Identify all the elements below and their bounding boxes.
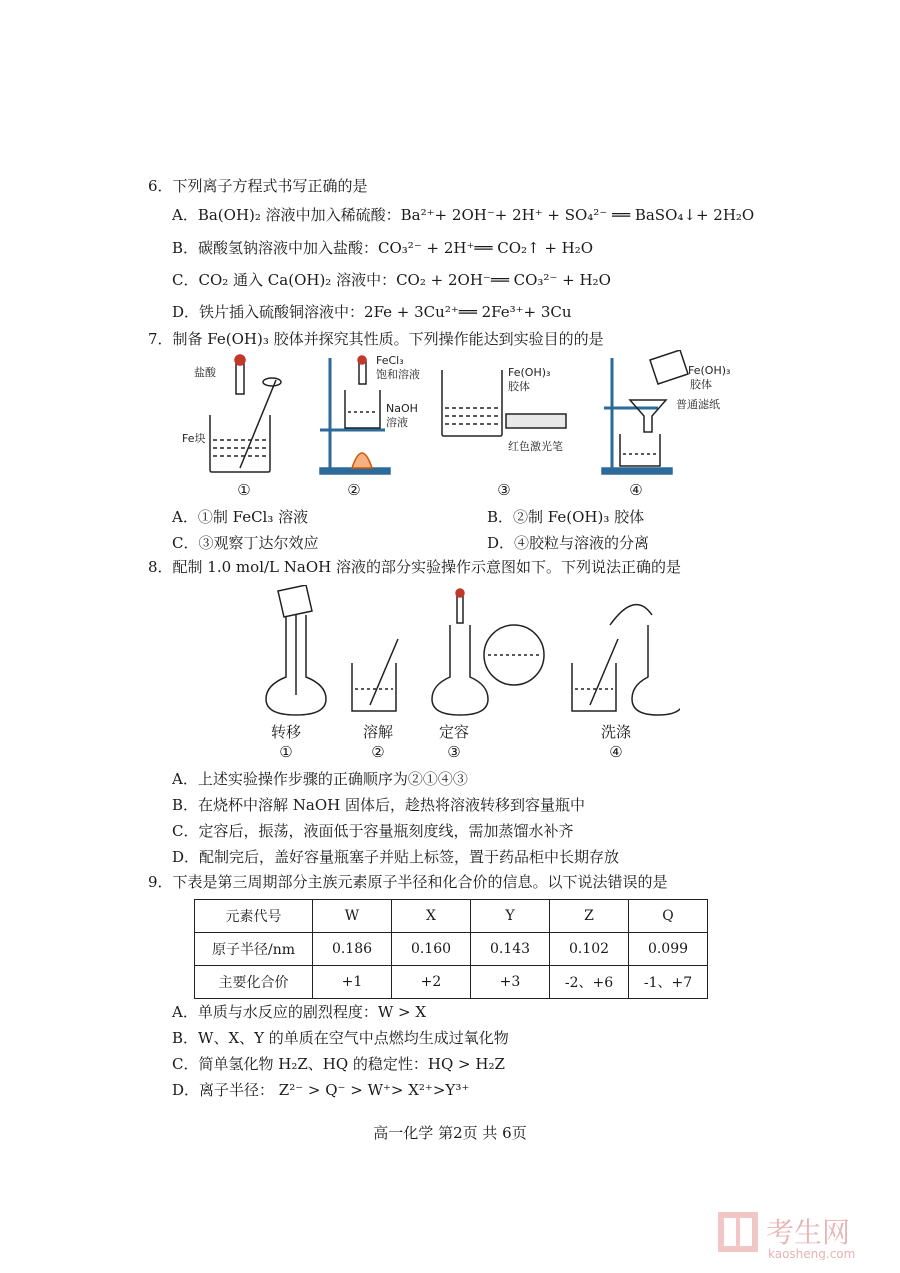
q7-label-colloid-4: 胶体: [690, 378, 712, 391]
table-cell: +2: [392, 966, 471, 999]
table-cell: -2、+6: [550, 966, 629, 999]
q6-option-d: D．铁片插入硫酸铜溶液中：2Fe + 3Cu²⁺══ 2Fe³⁺+ 3Cu: [172, 303, 572, 321]
q8-step-2: 溶解: [362, 723, 393, 741]
q7-label-colloid: 胶体: [508, 380, 530, 393]
q7-caption-3: ③: [497, 481, 511, 499]
q7-label-feoh3-4: Fe(OH)₃: [688, 364, 731, 377]
q8-diagrams: [260, 585, 680, 720]
q7-label-hcl: 盐酸: [194, 366, 216, 379]
q9-option-c: C．简单氢化物 H₂Z、HQ 的稳定性：HQ > H₂Z: [172, 1055, 505, 1073]
table-cell: -1、+7: [629, 966, 708, 999]
watermark-logo-icon: [716, 1208, 886, 1260]
q7-apparatus-1: [182, 355, 281, 472]
table-cell: 0.143: [471, 933, 550, 966]
table-cell: W: [313, 900, 392, 933]
q8-num-3: ③: [447, 743, 461, 761]
q8-step-1: 转移: [270, 723, 301, 741]
q9-option-d: D．离子半径： Z²⁻ > Q⁻ > W⁺> X²⁺>Y³⁺: [172, 1081, 470, 1099]
table-cell: X: [392, 900, 471, 933]
table-cell: 元素代号: [195, 900, 313, 933]
q6-option-b: B．碳酸氢钠溶液中加入盐酸：CO₃²⁻ + 2H⁺══ CO₂↑ + H₂O: [172, 239, 594, 257]
table-cell: Q: [629, 900, 708, 933]
table-row: [195, 933, 708, 966]
q8-apparatus-4: [572, 605, 680, 715]
q7-option-d: D．④胶粒与溶液的分离: [487, 534, 650, 552]
q8-step-3: 定容: [438, 723, 469, 741]
q8-num-1: ①: [279, 743, 293, 761]
q8-num-4: ④: [609, 743, 623, 761]
q8-option-c: C．定容后，振荡，液面低于容量瓶刻度线，需加蒸馏水补齐: [172, 822, 574, 840]
q7-apparatus-4: [602, 350, 730, 474]
q8-option-b: B．在烧杯中溶解 NaOH 固体后，趁热将溶液转移到容量瓶中: [172, 796, 586, 814]
q7-caption-2: ②: [347, 481, 361, 499]
q8-option-a: A．上述实验操作步骤的正确顺序为②①④③: [172, 770, 468, 788]
q9-option-b: B．W、X、Y 的单质在空气中点燃均生成过氧化物: [172, 1029, 509, 1047]
q8-apparatus-2: [352, 639, 398, 711]
page-footer: 高一化学 第2页 共 6页: [373, 1124, 527, 1142]
table-cell: 0.160: [392, 933, 471, 966]
table-cell: +1: [313, 966, 392, 999]
q7-apparatus-2: [320, 354, 420, 474]
q7-diagrams: [180, 350, 740, 480]
table-cell: Y: [471, 900, 550, 933]
table-cell: 0.099: [629, 933, 708, 966]
q6-option-a: A．Ba(OH)₂ 溶液中加入稀硫酸：Ba²⁺+ 2OH⁻+ 2H⁺ + SO₄²⁻ ══ BaSO₄↓+ 2H₂O: [172, 206, 755, 224]
q9-stem: 9．下表是第三周期部分主族元素原子半径和化合价的信息。以下说法错误的是: [148, 873, 668, 891]
q8-num-2: ②: [371, 743, 385, 761]
q7-label-sol: 溶液: [386, 416, 408, 429]
q7-option-b: B．②制 Fe(OH)₃ 胶体: [487, 508, 645, 526]
table-cell: +3: [471, 966, 550, 999]
q8-step-4: 洗涤: [600, 723, 631, 741]
q6-option-c: C．CO₂ 通入 Ca(OH)₂ 溶液中：CO₂ + 2OH⁻══ CO₃²⁻ + H₂O: [172, 271, 611, 289]
q7-caption-1: ①: [237, 481, 251, 499]
q7-label-fecl3: FeCl₃: [376, 354, 404, 367]
q8-option-d: D．配制完后，盖好容量瓶塞子并贴上标签，置于药品柜中长期存放: [172, 848, 620, 866]
q7-caption-4: ④: [629, 481, 643, 499]
q6-stem: 6．下列离子方程式书写正确的是: [148, 177, 368, 195]
q8-apparatus-3: [432, 589, 544, 715]
q7-option-c: C．③观察丁达尔效应: [172, 534, 319, 552]
table-cell: 0.186: [313, 933, 392, 966]
q9-table: [194, 899, 708, 999]
watermark-url: kaosheng.com: [768, 1247, 856, 1260]
table-cell: 0.102: [550, 933, 629, 966]
q7-stem: 7．制备 Fe(OH)₃ 胶体并探究其性质。下列操作能达到实验目的的是: [148, 330, 604, 348]
q8-apparatus-1: [266, 585, 326, 715]
q7-label-sat: 饱和溶液: [376, 368, 420, 381]
q7-apparatus-3: [442, 366, 566, 453]
q7-label-fe: Fe块: [182, 432, 206, 445]
table-row: [195, 900, 708, 933]
q7-label-laser: 红色激光笔: [508, 440, 563, 453]
q8-stem: 8．配制 1.0 mol/L NaOH 溶液的部分实验操作示意图如下。下列说法正确的是: [148, 558, 681, 576]
watermark-brand: 考生网: [766, 1216, 851, 1249]
table-cell: Z: [550, 900, 629, 933]
q7-label-feoh3: Fe(OH)₃: [508, 366, 551, 379]
watermark: [716, 1208, 886, 1264]
q7-label-naoh: NaOH: [386, 402, 418, 415]
q9-option-a: A．单质与水反应的剧烈程度：W > X: [172, 1003, 427, 1021]
table-cell: 主要化合价: [195, 966, 313, 999]
table-row: [195, 966, 708, 999]
table-cell: 原子半径/nm: [195, 933, 313, 966]
q7-label-paper: 普通滤纸: [676, 398, 720, 411]
q7-option-a: A．①制 FeCl₃ 溶液: [172, 508, 309, 526]
